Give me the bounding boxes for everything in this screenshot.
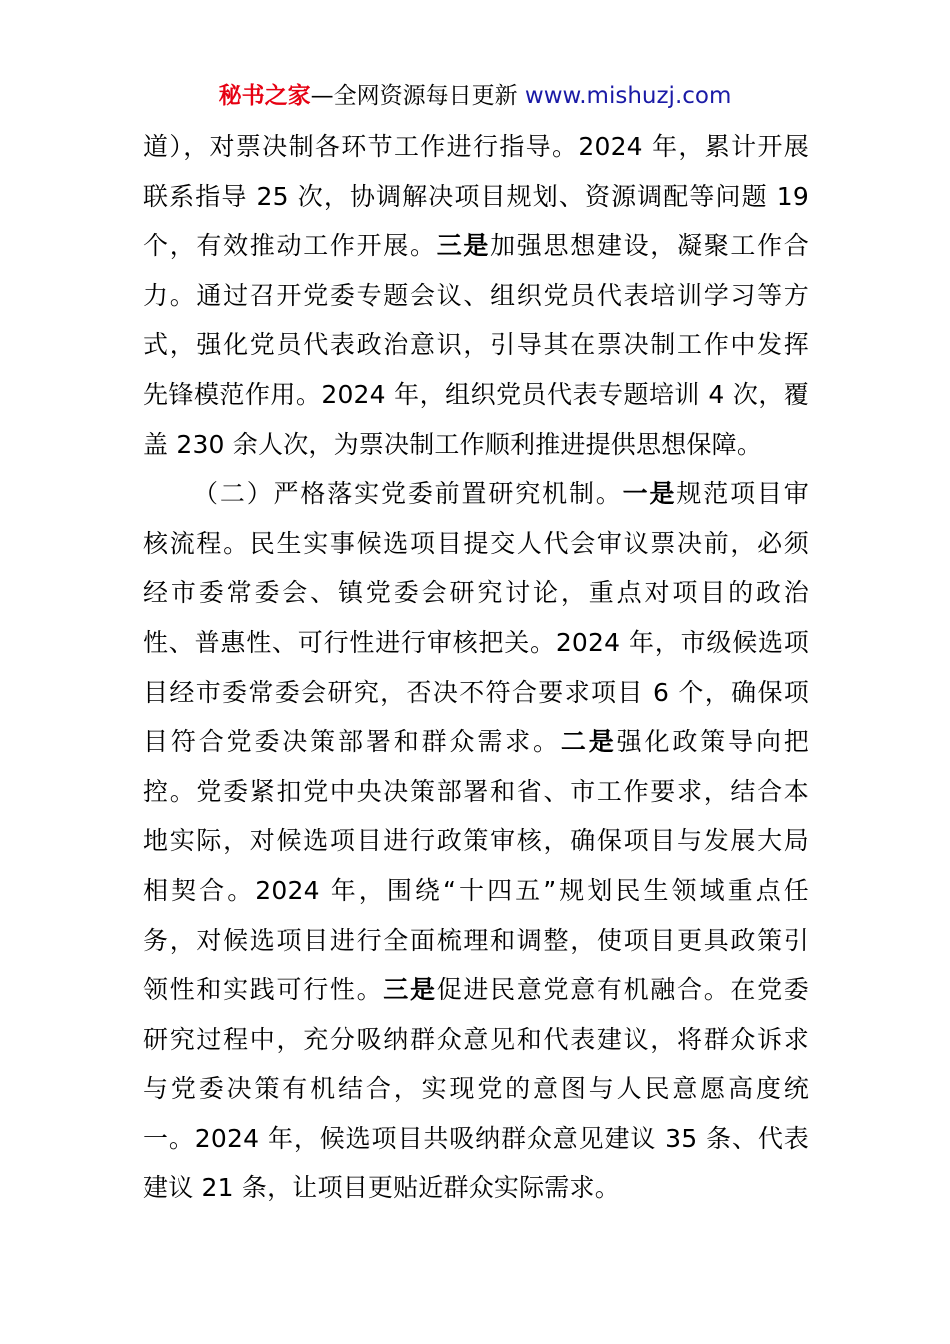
text-segment: 研究过程中，充分吸纳群众意见和代表建议，将群众诉求 — [143, 1024, 809, 1054]
text-line — [143, 320, 809, 370]
text-segment: 一。2024 年，候选项目共吸纳群众意见建议 35 条、代表 — [143, 1123, 809, 1153]
text-line — [143, 370, 809, 420]
bold-phrase: 一是 — [622, 479, 677, 509]
text-segment: 规范项目审 — [676, 479, 809, 509]
text-segment: 目经市委常委会研究，否决不符合要求项目 6 个，确保项 — [143, 677, 809, 707]
text-line — [143, 866, 809, 916]
text-segment: 先锋模范作用。2024 年，组织党员代表专题培训 4 次，覆 — [143, 379, 809, 409]
bold-phrase: 三是 — [436, 231, 491, 261]
text-segment: 目符合党委决策部署和群众需求。 — [143, 727, 561, 757]
document-body — [143, 122, 809, 1213]
text-segment: 与党委决策有机结合，实现党的意图与人民意愿高度统 — [143, 1074, 809, 1104]
text-line — [143, 221, 809, 271]
bold-phrase: 二是 — [560, 727, 617, 757]
text-line — [143, 519, 809, 569]
text-line — [143, 816, 809, 866]
text-line — [143, 965, 809, 1015]
text-line — [143, 767, 809, 817]
text-segment: 建议 21 条，让项目更贴近群众实际需求。 — [143, 1173, 620, 1203]
text-segment: 个，有效推动工作开展。 — [143, 231, 437, 261]
text-line — [143, 668, 809, 718]
text-segment: 控。党委紧扣党中央决策部署和省、市工作要求，结合本 — [143, 776, 809, 806]
page-header — [0, 79, 950, 113]
text-line — [143, 122, 809, 172]
text-segment: 相契合。2024 年，围绕“十四五”规划民生领域重点任 — [143, 875, 809, 905]
site-brand: 秘书之家 — [218, 83, 311, 109]
text-line — [143, 618, 809, 668]
text-line — [143, 469, 809, 519]
header-dash: — — [310, 83, 334, 109]
text-segment: 式，强化党员代表政治意识，引导其在票决制工作中发挥 — [143, 330, 809, 360]
text-segment: 促进民意党意有机融合。在党委 — [436, 975, 809, 1005]
bold-phrase: 三是 — [383, 975, 437, 1005]
text-line — [143, 1015, 809, 1065]
text-segment: 经市委常委会、镇党委会研究讨论，重点对项目的政治 — [143, 578, 809, 608]
site-url[interactable]: www.mishuzj.com — [524, 83, 732, 109]
text-segment: 核流程。民生实事候选项目提交人代会审议票决前，必须 — [143, 528, 809, 558]
text-segment: 力。通过召开党委专题会议、组织党员代表培训学习等方 — [143, 280, 809, 310]
text-segment: 盖 230 余人次，为票决制工作顺利推进提供思想保障。 — [143, 429, 763, 459]
text-line — [143, 717, 809, 767]
text-segment: 强化政策导向把 — [616, 727, 809, 757]
text-line — [143, 420, 809, 470]
text-line — [143, 271, 809, 321]
text-segment: （二）严格落实党委前置研究机制。 — [193, 479, 623, 509]
text-line — [143, 568, 809, 618]
text-line — [143, 916, 809, 966]
text-segment: 联系指导 25 次，协调解决项目规划、资源调配等问题 19 — [143, 181, 809, 211]
text-segment: 性、普惠性、可行性进行审核把关。2024 年，市级候选项 — [143, 627, 809, 657]
text-segment: 地实际，对候选项目进行政策审核，确保项目与发展大局 — [143, 826, 809, 856]
text-line — [143, 172, 809, 222]
text-segment: 领性和实践可行性。 — [143, 975, 384, 1005]
text-line — [143, 1163, 809, 1213]
text-line — [143, 1064, 809, 1114]
text-line — [143, 1114, 809, 1164]
site-tagline: 全网资源每日更新 — [333, 83, 518, 109]
text-segment: 道），对票决制各环节工作进行指导。2024 年，累计开展 — [143, 132, 809, 161]
text-segment: 务，对候选项目进行全面梳理和调整，使项目更具政策引 — [143, 925, 809, 955]
text-segment: 加强思想建设，凝聚工作合 — [490, 231, 810, 261]
